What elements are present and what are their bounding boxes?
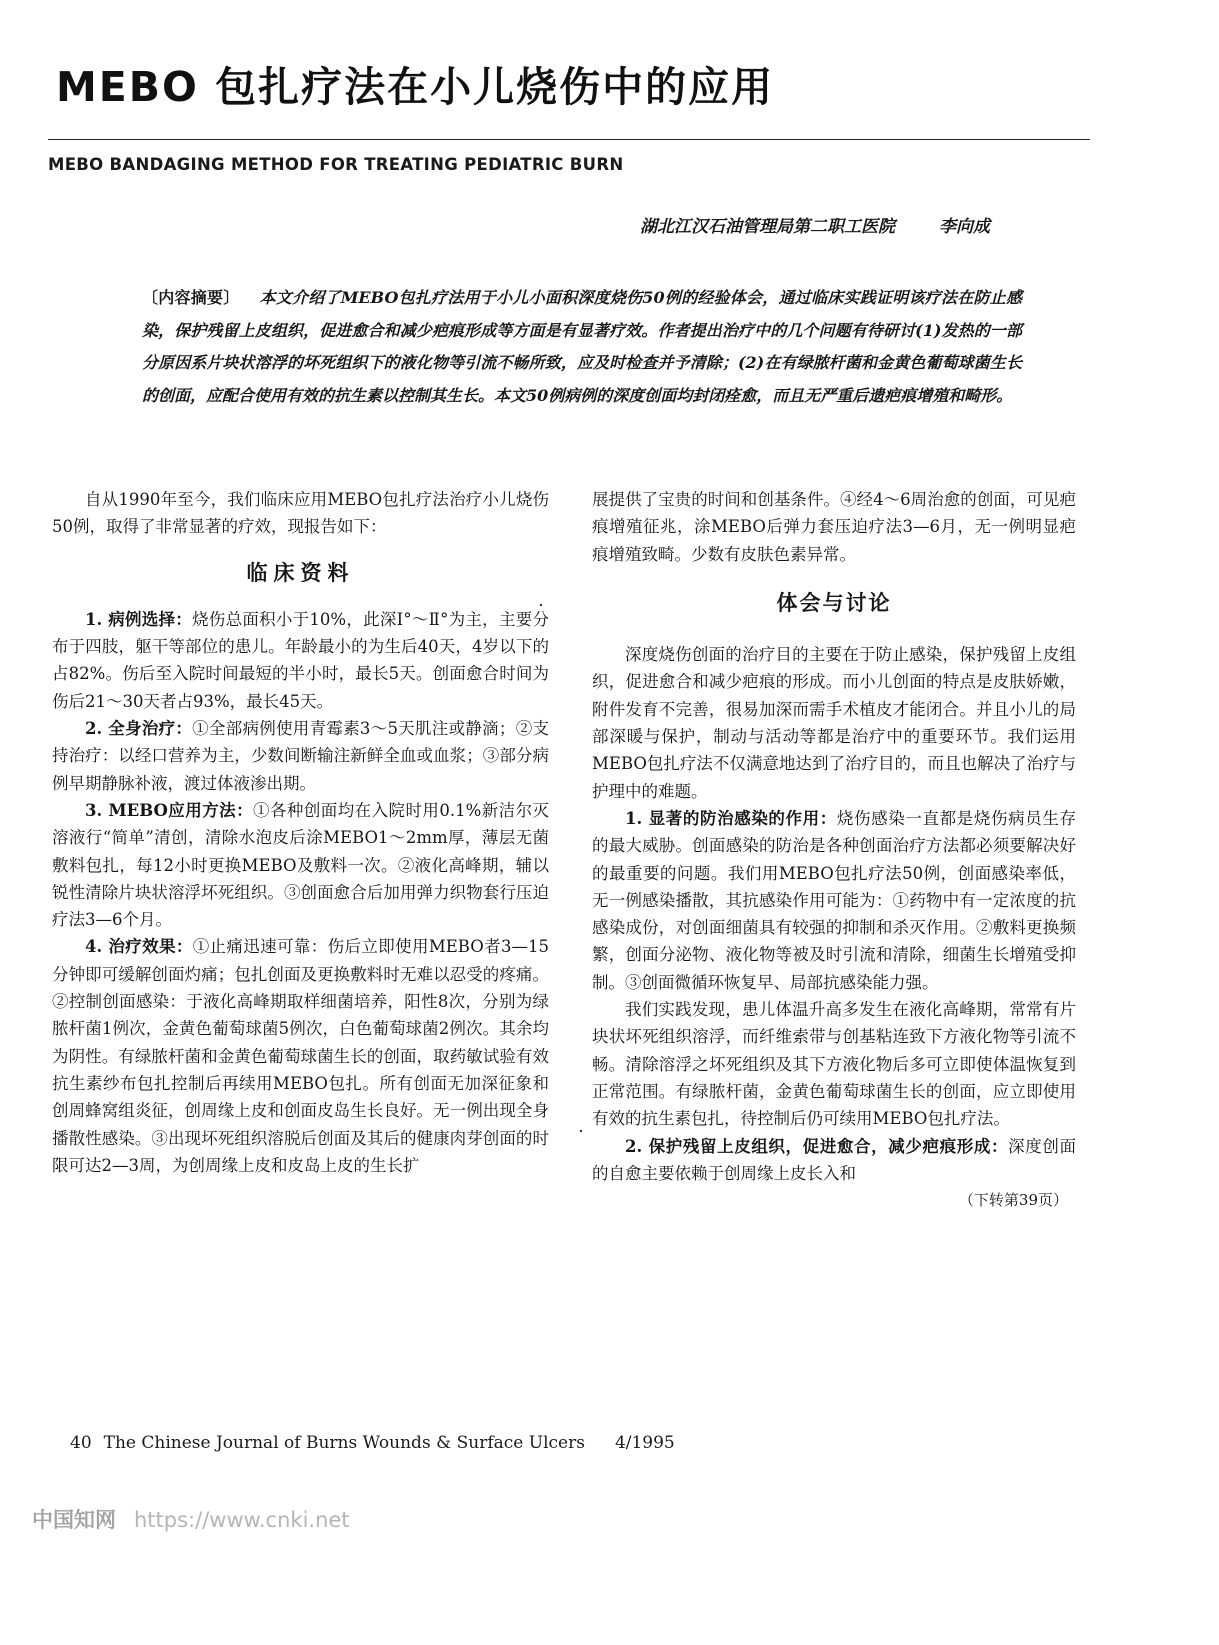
journal-name: The Chinese Journal of Burns Wounds & Surface Ulcers bbox=[103, 1433, 585, 1453]
abstract-text: 本文介绍了MEBO包扎疗法用于小儿小面积深度烧伤50例的经验体会，通过临床实践证明该疗法在防止感染，保护残留上皮组织，促进愈合和减少疤痕形成等方面是有显著疗效。作者提出治疗中的几个问题有待研讨(1)发热的一部分原因系片块状溶浮的坏死组织下的液化物等引流不畅所致，应及时检查并予清除；(2)在有绿脓杆菌和金黄色葡萄球菌生长的创面，应配合使用有效的抗生素以控制其生长。本文50例病例的深度创面均封闭痊愈，而且无严重后遗疤痕增殖和畸形。 bbox=[142, 288, 1022, 405]
abstract-label: 〔内容摘要〕 bbox=[142, 288, 240, 307]
watermark-brand: 中国知网 bbox=[32, 1508, 116, 1532]
item-text: ①止痛迅速可靠：伤后立即使用MEBO者3—15分钟即可缓解创面灼痛；包扎创面及更换敷料时无难以忍受的疼痛。②控制创面感染：于液化高峰期取样细菌培养，阳性8次，分别为绿脓杆菌1例次，金黄色葡萄球菌5例次，白色葡萄球菌2例次。其余均为阴性。有绿脓杆菌和金黄色葡萄球菌生长的创面，取药敏试验有效抗生素纱布包扎控制后再续用MEBO包扎。所有创面无加深征象和创周蜂窝组炎征，创周缘上皮和创面皮岛生长良好。无一例出现全身播散性感染。③出现坏死组织溶脱后创面及其后的健康肉芽创面的时限可达2—3周，为创周缘上皮和皮岛上皮的生长扩 bbox=[52, 937, 549, 1175]
section-heading-clinical-data: 临床资料 bbox=[246, 560, 355, 585]
cnki-watermark bbox=[32, 1504, 350, 1534]
scan-speck bbox=[540, 604, 542, 606]
item-title: 1. 显著的防治感染的作用： bbox=[625, 808, 837, 828]
item-title: 2. 保护残留上皮组织，促进愈合，减少疤痕形成： bbox=[625, 1136, 1009, 1156]
abstract bbox=[142, 282, 1022, 412]
discussion-item-1 bbox=[592, 805, 1076, 996]
clinical-item-1 bbox=[52, 606, 549, 715]
item-text: ①各种创面均在入院时用0.1%新洁尔灭溶液行“简单”清创，清除水泡皮后涂MEBO1～2mm厚，薄层无菌敷料包扎，每12小时更换MEBO及敷料一次。②液化高峰期，辅以锐性清除片块状溶浮坏死组织。③创面愈合后加用弹力织物套行压迫疗法3—6个月。 bbox=[52, 800, 550, 930]
title-rule bbox=[48, 139, 1090, 140]
discussion-paragraph-1: 深度烧伤创面的治疗目的主要在于防止感染，保护残留上皮组织，促进愈合和减少疤痕的形成。而小儿创面的特点是皮肤娇嫩，附件发育不完善，很易加深而需手术植皮才能闭合。并且小儿的局部深暖与保护，制动与活动等都是治疗中的重要环节。我们运用MEBO包扎疗法不仅满意地达到了治疗目的，而且也解决了治疗与护理中的难题。 bbox=[592, 645, 1076, 801]
page-footer bbox=[70, 1433, 675, 1453]
byline bbox=[640, 212, 990, 237]
page-number: 40 bbox=[70, 1433, 92, 1453]
clinical-item-2 bbox=[52, 715, 549, 797]
item-text: 烧伤总面积小于10%，此深Ⅰ°～Ⅱ°为主，主要分布于四肢，躯干等部位的患儿。年龄最小的为生后40天，4岁以下的占82%。伤后至入院时间最短的半小时，最长5天。创面愈合时间为伤后21～30天者占93%，最长45天。 bbox=[52, 609, 549, 711]
scan-speck bbox=[580, 1130, 582, 1132]
continuation-paragraph: 展提供了宝贵的时间和创基条件。④经4～6周治愈的创面，可见疤痕增殖征兆，涂MEBO后弹力套压迫疗法3—6月，无一例明显疤痕增殖致畸。少数有皮肤色素异常。 bbox=[592, 490, 1076, 564]
discussion-item-2 bbox=[592, 1133, 1076, 1188]
english-title: MEBO BANDAGING METHOD FOR TREATING PEDIATRIC BURN bbox=[48, 155, 624, 174]
item-text: ①全部病例使用青霉素3～5天肌注或静滴；②支持治疗：以经口营养为主，少数间断输注新鲜全血或血浆；③部分病例早期静脉补液，渡过体液渗出期。 bbox=[52, 719, 549, 793]
watermark-url: https://www.cnki.net bbox=[134, 1508, 350, 1532]
author-name: 李向成 bbox=[939, 217, 990, 237]
continued-note: （下转第39页） bbox=[958, 1191, 1068, 1210]
right-column bbox=[592, 486, 1076, 1214]
item-title: 3. MEBO应用方法： bbox=[85, 800, 254, 820]
item-title: 4. 治疗效果： bbox=[85, 937, 193, 957]
item-title: 2. 全身治疗： bbox=[85, 719, 193, 739]
affiliation: 湖北江汉石油管理局第二职工医院 bbox=[640, 217, 895, 237]
clinical-item-4 bbox=[52, 933, 549, 1179]
item-text: 烧伤感染一直都是烧伤病员生存的最大威胁。创面感染的防治是各种创面治疗方法都必须要解决好的最重要的问题。我们用MEBO包扎疗法50例，创面感染率低，无一例感染播散，其抗感染作用可能为：①药物中有一定浓度的抗感染成份，对创面细菌具有较强的抑制和杀灭作用。②敷料更换频繁，创面分泌物、液化物等被及时引流和清除，细菌生长增殖受抑制。③创面微循环恢复早、局部抗感染能力强。 bbox=[592, 808, 1076, 992]
section-heading-discussion: 体会与讨论 bbox=[776, 590, 892, 615]
discussion-paragraph-2: 我们实践发现，患儿体温升高多发生在液化高峰期，常常有片块状坏死组织溶浮，而纤维索带与创基粘连致下方液化物等引流不畅。清除溶浮之坏死组织及其下方液化物后多可立即使体温恢复到正常范围。有绿脓杆菌，金黄色葡萄球菌生长的创面，应立即使用有效的抗生素包扎，待控制后仍可续用MEBO包扎疗法。 bbox=[592, 1000, 1076, 1129]
intro-paragraph: 自从1990年至今，我们临床应用MEBO包扎疗法治疗小儿烧伤50例，取得了非常显著的疗效，现报告如下： bbox=[52, 490, 549, 537]
article-title: MEBO 包扎疗法在小儿烧伤中的应用 bbox=[56, 63, 775, 111]
item-title: 1. 病例选择： bbox=[85, 609, 193, 629]
clinical-item-3 bbox=[52, 797, 549, 933]
issue-number: 4/1995 bbox=[614, 1433, 675, 1453]
item-text: 深度创面的自愈主要依赖于创周缘上皮长入和 bbox=[592, 1136, 1076, 1183]
left-column bbox=[52, 486, 549, 1179]
